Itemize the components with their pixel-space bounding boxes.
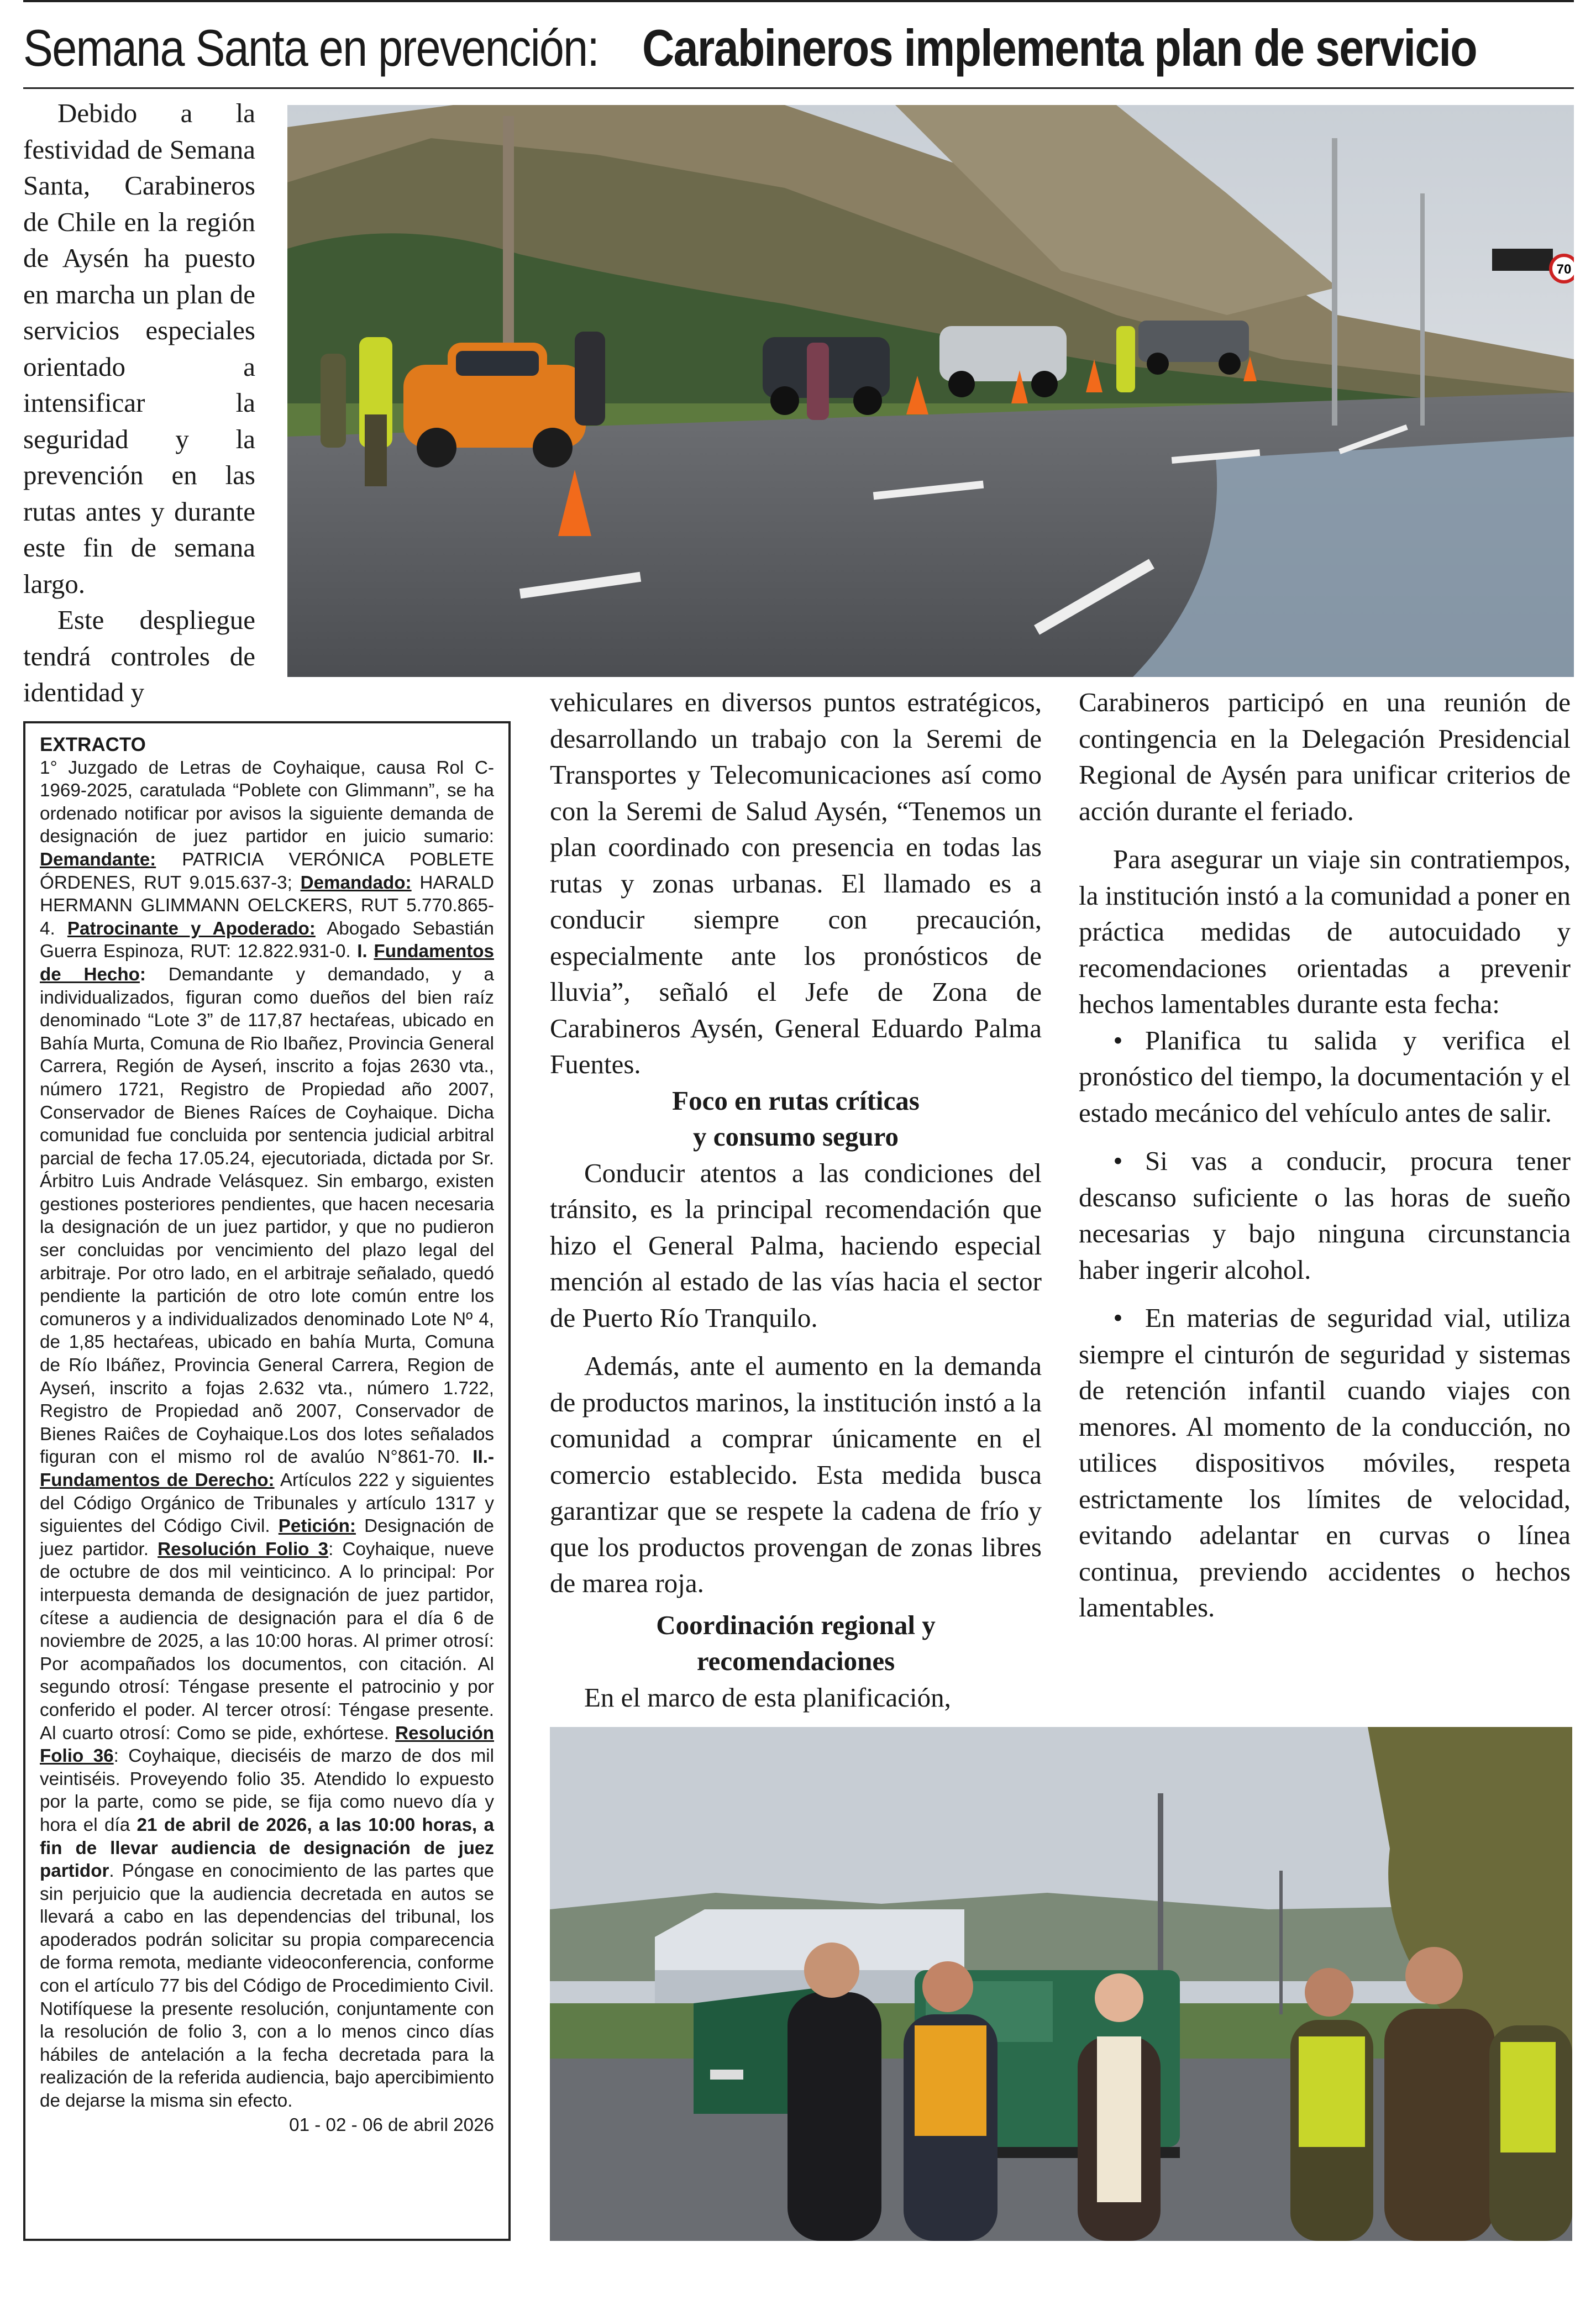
bullet-item-1 bbox=[1079, 1022, 1571, 1131]
extracto-text: Abogado Sebastián Guerra Espinoza, RUT: 12.822.931-0. bbox=[40, 918, 494, 962]
top-rule bbox=[23, 0, 1574, 2]
label-demandado: Demandado: bbox=[300, 872, 412, 893]
col3-paragraph-1: Carabineros participó en una reunión de contingencia en la Delegación Presidencial Regional de Aysén para unificar criterios de acción durante el feriado. bbox=[1079, 687, 1571, 826]
extracto-text: HARALD HERMANN GLIMMANN OELCKERS, RUT 5.770.865-4. bbox=[40, 872, 494, 939]
extracto-body bbox=[40, 757, 494, 2113]
headline-rule bbox=[23, 87, 1574, 89]
bullet-dot: • bbox=[1113, 1025, 1123, 1056]
label-derecho-num: II.- bbox=[473, 1447, 494, 1468]
headline bbox=[23, 13, 1571, 83]
subhead-coordinacion-2: recomendaciones bbox=[696, 1646, 895, 1676]
headline-title: Carabineros implementa plan de servicio bbox=[642, 19, 1477, 77]
column-2 bbox=[550, 684, 1042, 1715]
extracto-text: : Coyhaique, dieciséis de marzo de dos mil veintiséis. Proveyendo folio 35. Atendido lo expuesto por la parte, como se pide, se fija como nuevo día y hora el día bbox=[40, 1746, 494, 1835]
label-hecho: Fundamentos de Hecho bbox=[40, 941, 494, 985]
label-hecho-num: I. bbox=[357, 941, 374, 962]
label-resolucion-3: Resolución Folio 3 bbox=[158, 1539, 329, 1560]
subhead-rutas-1: Foco en rutas críticas bbox=[672, 1085, 920, 1116]
extracto-footer-dates: 01 - 02 - 06 de abril 2026 bbox=[289, 2114, 494, 2135]
lead-paragraph-2: Este despliegue tendrá controles de identidad y bbox=[23, 605, 255, 707]
bullet-text-1: Planifica tu salida y verifica el pronóstico del tiempo, la documentación y el estado mecánico del vehículo antes de salir. bbox=[1079, 1025, 1571, 1128]
label-derecho: Fundamentos de Derecho: bbox=[40, 1470, 275, 1490]
bullet-dot: • bbox=[1113, 1303, 1123, 1333]
extracto-box bbox=[23, 721, 511, 2241]
extracto-text: Artículos 222 y siguientes del Código Orgánico de Tribunales y artículo 1317 y siguientes del Código Civil. bbox=[40, 1470, 495, 1537]
col2-paragraph-2: Conducir atentos a las condiciones del tránsito, es la principal recomendación que hizo el General Palma, haciendo especial mención al estado de las vías hacia el sector de Puerto Río Tranquilo. bbox=[550, 1157, 1042, 1333]
checkpoint-photo-svg bbox=[287, 105, 1574, 677]
headline-kicker: Semana Santa en prevención: bbox=[23, 19, 599, 77]
col2-paragraph-4: En el marco de esta planificación, bbox=[584, 1682, 951, 1713]
bullet-text-3: En materias de seguridad vial, utiliza siempre el cinturón de seguridad y sistemas de retención infantil cuando viajes con menores. Al momento de la conducción, no utilices dispositivos móviles, respeta estrictamente los límites de velocidad, evitando adelantar en curvas o línea continua, previendo accidentes o hechos lamentables. bbox=[1079, 1303, 1571, 1623]
speed-sign-text: 70 bbox=[1556, 262, 1572, 277]
bullet-item-2 bbox=[1079, 1143, 1571, 1288]
col2-paragraph-3: Además, ante el aumento en la demanda de productos marinos, la institución instó a la comunidad a comprar únicamente en el comercio establecido. Esta medida busca garantizar que se respete la cadena de frío y que los productos provengan de zonas libres de marea roja. bbox=[550, 1351, 1042, 1598]
lead-column bbox=[23, 95, 255, 711]
subhead-rutas-2: y consumo seguro bbox=[692, 1121, 899, 1152]
checkpoint-photo bbox=[287, 105, 1574, 677]
extracto-title: EXTRACTO bbox=[40, 734, 146, 755]
lead-paragraph: Debido a la festividad de Semana Santa, Carabineros de Chile en la región de Aysén ha puesto en marcha un plan de servicios especiales orientado a intensificar la seguridad y la prevención en las rutas antes y durante este fin de semana largo. bbox=[23, 98, 255, 599]
meeting-photo-svg bbox=[550, 1727, 1572, 2241]
bullet-text-2: Si vas a conducir, procura tener descanso suficiente o las horas de sueño necesarias y bajo ninguna circunstancia haber ingerir alcohol. bbox=[1079, 1146, 1571, 1285]
label-demandante: Demandante: bbox=[40, 849, 156, 870]
extracto-text: 1° Juzgado de Letras de Coyhaique, causa Rol C-1969-2025, caratulada “Poblete con Glimmann”, se ha ordenado notificar por avisos la siguiente demanda de designación de juez partidor en juicio sumario: bbox=[40, 757, 494, 847]
extracto-text: . Póngase en conocimiento de las partes que sin perjuicio que la audiencia decretada en autos se llevará a cabo en las dependencias del tribunal, los apoderados podrán solicitar su propia comparecencia de forma remota, mediante videoconferencia, conforme con el artículo 77 bis del Código de Procedimiento Civil. Notifíquese la presente resolución, conjuntamente con la resolución de folio 3, con a lo menos cinco días hábiles de antelación a la fecha decretada para la realización de la referida audiencia, bajo apercibimiento de dejarse la misma sin efecto. bbox=[40, 1861, 494, 2112]
extracto-text: Designación de juez partidor. bbox=[40, 1516, 494, 1560]
bullet-item-3 bbox=[1079, 1300, 1571, 1626]
col3-paragraph-2: Para asegurar un viaje sin contratiempos, la institución instó a la comunidad a poner en práctica medidas de autocuidado y recomendaciones orientadas a prevenir hechos lamentables durante esta fecha: bbox=[1079, 844, 1571, 1019]
label-patrocinante: Patrocinante y Apoderado: bbox=[67, 918, 316, 939]
meeting-photo bbox=[550, 1727, 1572, 2241]
audiencia-fecha: 21 de abril de 2026, a las 10:00 horas, a fin de llevar audiencia de designación de juez partidor bbox=[40, 1814, 494, 1882]
label-resolucion-36: Resolución Folio 36 bbox=[40, 1723, 494, 1767]
bullet-dot: • bbox=[1113, 1146, 1123, 1176]
extracto-text: Demandante y demandado, y a individualizados, figuran como dueños del bien raíz denominado “Lote 3” de 117,87 hectaŕeas, ubicado en Bahía Murta, Comuna de Rio Ibañez, Provincia General Carrera, Región de Ayseń, inscrito a fojas 2630 vta., número 1721, Registro de Propiedad año 2007, Conservador de Bienes Raíces de Coyhaique. Dicha comunidad fue concluida por sentencia judicial arbitral parcial de fecha 17.05.24, ejecutoriada, dictada por Sr. Árbitro Luis Andrade Velásquez. Sin embargo, existen gestiones posteriores pendientes, que hacen necesaria la designación de un juez partidor, y que no pudieron ser concluidas por vencimiento del plazo legal del arbitraje. Por otro lado, en el arbitraje señalado, quedó pendiente la partición de otro lote común entre los comuneros y a individualizados denominado Lote Nº 4, de 1,85 hectaŕeas, ubicado en bahía Murta, Comuna de Río Ibáñez, Provincia General Carrera, Region de Ayseń, inscrito a fojas 2.632 vta., número 1.722, Registro de Propiedad anõ 2007, Conservador de Bienes Raiĉes de Coyhaique.Los dos lotes señalados figuran con el mismo rol de avalúo N°861-70. bbox=[40, 964, 494, 1468]
column-3 bbox=[1079, 684, 1571, 1626]
extracto-text: PATRICIA VERÓNICA POBLETE ÓRDENES, RUT 9.015.637-3; bbox=[40, 849, 494, 893]
label-peticion: Petición: bbox=[278, 1516, 356, 1537]
label-hecho-colon: : bbox=[139, 964, 146, 985]
col2-paragraph-1: vehiculares en diversos puntos estratégicos, desarrollando un trabajo con la Seremi de Transportes y Telecomunicaciones así como con la Seremi de Salud Aysén, “Tenemos un plan coordinado con presencia en todas las rutas y zonas urbanas. El llamado es a conducir siempre con precaución, especialmente ante los pronósticos de lluvia”, señaló el Jefe de Zona de Carabineros Aysén, General Eduardo Palma Fuentes. bbox=[550, 687, 1042, 1079]
subhead-coordinacion-1: Coordinación regional y bbox=[656, 1609, 936, 1640]
extracto-text: : Coyhaique, nueve de octubre de dos mil veinticinco. A lo principal: Por interpuesta demanda de designación de juez partidor, cítese a audiencia de designación para el día 6 de noviembre de 2025, a las 10:00 horas. Al primer otrosí: Por acompañados los documentos, con citación. Al segundo otrosí: Téngase presente el patrocinio y por conferido el poder. Al tercer otrosí: Téngase presente. Al cuarto otrosí: Como se pide, exhórtese. bbox=[40, 1539, 494, 1744]
